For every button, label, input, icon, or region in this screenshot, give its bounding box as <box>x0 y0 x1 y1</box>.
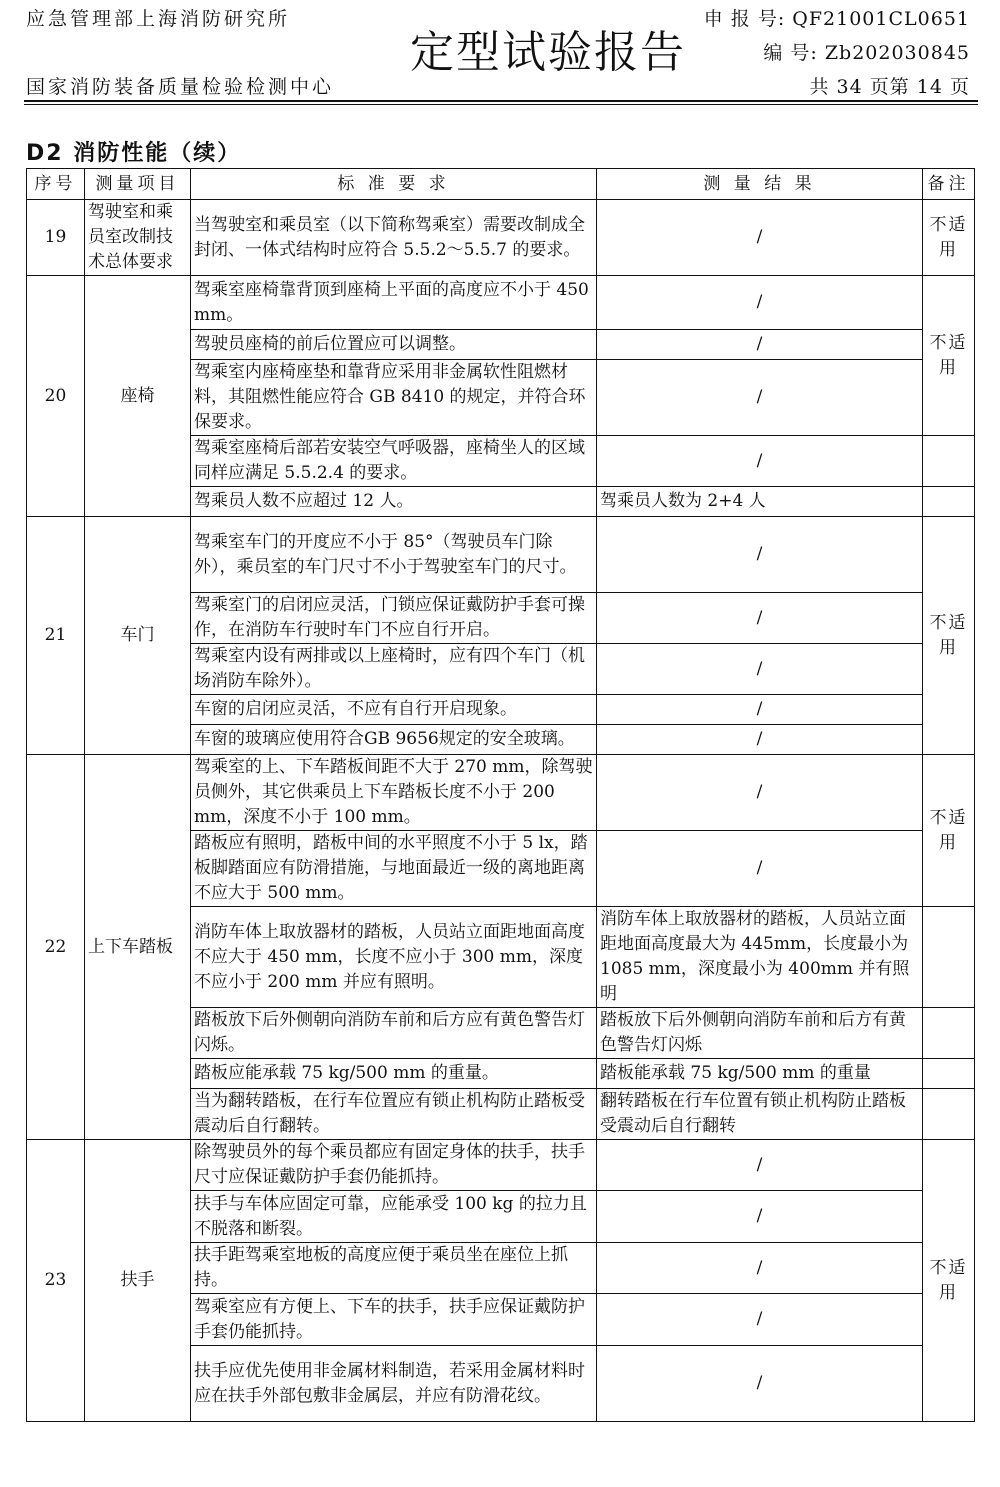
requirement-cell: 消防车体上取放器材的踏板，人员站立面距地面高度不应大于 450 mm，长度不应小于 300 mm，深度不应小于 200 mm 并应有照明。 <box>191 907 597 1008</box>
row-number: 19 <box>27 200 85 276</box>
result-cell: / <box>597 695 923 725</box>
requirement-cell: 扶手应优先使用非金属材料制造，若采用金属材料时应在扶手外部包敷非金属层，并应有防滑花纹。 <box>191 1346 597 1422</box>
table-body <box>27 200 975 1422</box>
note-cell: 不适用 <box>923 276 975 436</box>
header-item: 测量项目 <box>85 169 191 200</box>
org-top: 应急管理部上海消防研究所 <box>26 8 291 30</box>
result-cell: / <box>597 200 923 276</box>
requirement-cell: 驾乘员人数不应超过 12 人。 <box>191 487 597 517</box>
table-row <box>27 755 975 831</box>
performance-table <box>26 168 975 1422</box>
header-note: 备注 <box>923 169 975 200</box>
note-cell-empty <box>923 487 975 517</box>
result-cell: / <box>597 1294 923 1346</box>
note-cell-empty <box>923 1059 975 1089</box>
result-cell: 驾乘员人数为 2+4 人 <box>597 487 923 517</box>
header-rule-thin <box>24 104 978 105</box>
requirement-cell: 驾乘室座椅后部若安装空气呼吸器，座椅坐人的区域同样应满足 5.5.2.4 的要求。 <box>191 436 597 487</box>
header-no: 序号 <box>27 169 85 200</box>
result-cell: / <box>597 1346 923 1422</box>
note-cell-empty <box>923 1008 975 1059</box>
result-cell: / <box>597 330 923 360</box>
result-cell: / <box>597 360 923 436</box>
note-cell-empty <box>923 1089 975 1140</box>
header-requirement: 标 准 要 求 <box>191 169 597 200</box>
measurement-item: 驾驶室和乘员室改制技术总体要求 <box>85 200 191 276</box>
result-cell: / <box>597 831 923 907</box>
row-number: 21 <box>27 517 85 755</box>
header-rule <box>24 100 978 102</box>
requirement-cell: 扶手与车体应固定可靠，应能承受 100 kg 的拉力且不脱落和断裂。 <box>191 1191 597 1243</box>
note-cell: 不适用 <box>923 755 975 907</box>
report-number: 编 号: Zb202030845 <box>763 42 970 64</box>
measurement-item: 座椅 <box>85 276 191 517</box>
table-row <box>27 200 975 276</box>
result-cell: 踏板能承载 75 kg/500 mm 的重量 <box>597 1059 923 1089</box>
requirement-cell: 驾乘室座椅靠背顶到座椅上平面的高度应不小于 450 mm。 <box>191 276 597 330</box>
row-number: 20 <box>27 276 85 517</box>
section-title: D2 消防性能（续） <box>26 141 242 166</box>
table-row <box>27 276 975 330</box>
note-cell: 不适用 <box>923 517 975 755</box>
requirement-cell: 车窗的玻璃应使用符合GB 9656规定的安全玻璃。 <box>191 725 597 755</box>
result-cell: / <box>597 593 923 644</box>
result-cell: 消防车体上取放器材的踏板，人员站立面距地面高度最大为 445mm，长度最小为 1085 mm，深度最小为 400mm 并有照明 <box>597 907 923 1008</box>
requirement-cell: 踏板放下后外侧朝向消防车前和后方应有黄色警告灯闪烁。 <box>191 1008 597 1059</box>
requirement-cell: 驾乘室车门的开度应不小于 85°（驾驶员车门除外），乘员室的车门尺寸不小于驾驶室车门的尺寸。 <box>191 517 597 593</box>
requirement-cell: 驾乘室的上、下车踏板间距不大于 270 mm，除驾驶员侧外，其它供乘员上下车踏板长度不小于 200 mm，深度不小于 100 mm。 <box>191 755 597 831</box>
requirement-cell: 驾乘室内设有两排或以上座椅时，应有四个车门（机场消防车除外）。 <box>191 644 597 695</box>
table-header-row <box>27 169 975 200</box>
result-cell: / <box>597 1243 923 1294</box>
requirement-cell: 踏板应有照明，踏板中间的水平照度不小于 5 lx，踏板脚踏面应有防滑措施，与地面最近一级的离地距离不应大于 500 mm。 <box>191 831 597 907</box>
page-count: 共 34 页第 14 页 <box>809 76 970 98</box>
org-bottom: 国家消防装备质量检验检测中心 <box>26 76 335 98</box>
result-cell: / <box>597 755 923 831</box>
measurement-item: 扶手 <box>85 1140 191 1422</box>
measurement-item: 车门 <box>85 517 191 755</box>
result-cell: / <box>597 1140 923 1191</box>
result-cell: 翻转踏板在行车位置有锁止机构防止踏板受震动后自行翻转 <box>597 1089 923 1140</box>
requirement-cell: 驾驶员座椅的前后位置应可以调整。 <box>191 330 597 360</box>
requirement-cell: 车窗的启闭应灵活，不应有自行开启现象。 <box>191 695 597 725</box>
requirement-cell: 扶手距驾乘室地板的高度应便于乘员坐在座位上抓持。 <box>191 1243 597 1294</box>
measurement-item: 上下车踏板 <box>85 755 191 1140</box>
note-cell: 不适用 <box>923 200 975 276</box>
requirement-cell: 除驾驶员外的每个乘员都应有固定身体的扶手，扶手尺寸应保证戴防护手套仍能抓持。 <box>191 1140 597 1191</box>
row-number: 22 <box>27 755 85 1140</box>
result-cell: 踏板放下后外侧朝向消防车前和后方有黄色警告灯闪烁 <box>597 1008 923 1059</box>
result-cell: / <box>597 644 923 695</box>
requirement-cell: 驾乘室应有方便上、下车的扶手，扶手应保证戴防护手套仍能抓持。 <box>191 1294 597 1346</box>
result-cell: / <box>597 517 923 593</box>
report-header <box>0 0 1000 106</box>
result-cell: / <box>597 276 923 330</box>
requirement-cell: 当驾驶室和乘员室（以下简称驾乘室）需要改制成全封闭、一体式结构时应符合 5.5.2～5.5.7 的要求。 <box>191 200 597 276</box>
row-number: 23 <box>27 1140 85 1422</box>
requirement-cell: 驾乘室内座椅座垫和靠背应采用非金属软性阻燃材料，其阻燃性能应符合 GB 8410 的规定，并符合环保要求。 <box>191 360 597 436</box>
table-row <box>27 1140 975 1191</box>
result-cell: / <box>597 725 923 755</box>
table-row <box>27 517 975 593</box>
note-cell-empty <box>923 907 975 1008</box>
requirement-cell: 驾乘室门的启闭应灵活，门锁应保证戴防护手套可操作，在消防车行驶时车门不应自行开启。 <box>191 593 597 644</box>
application-number: 申 报 号: QF21001CL0651 <box>703 8 970 30</box>
result-cell: / <box>597 436 923 487</box>
note-cell-empty <box>923 436 975 487</box>
requirement-cell: 踏板应能承载 75 kg/500 mm 的重量。 <box>191 1059 597 1089</box>
note-cell: 不适用 <box>923 1140 975 1422</box>
report-title: 定型试验报告 <box>410 27 686 78</box>
requirement-cell: 当为翻转踏板，在行车位置应有锁止机构防止踏板受震动后自行翻转。 <box>191 1089 597 1140</box>
header-result: 测 量 结 果 <box>597 169 923 200</box>
result-cell: / <box>597 1191 923 1243</box>
